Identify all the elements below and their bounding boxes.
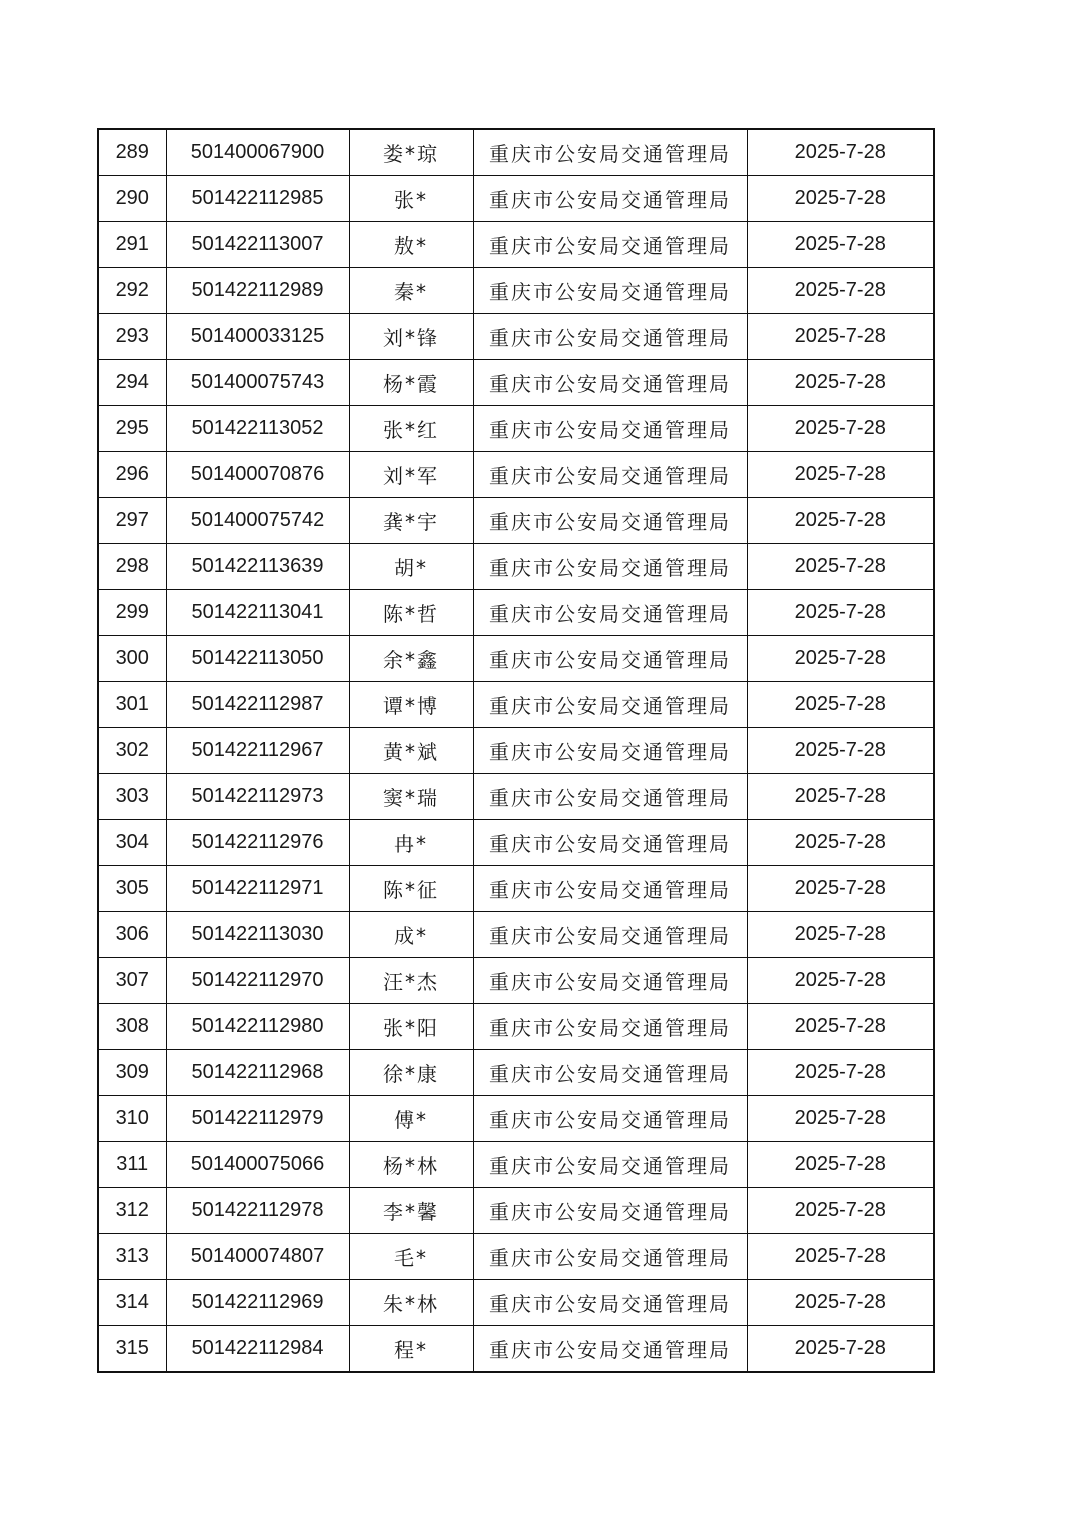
row-number: 313 <box>98 1234 166 1280</box>
person-name: 杨*林 <box>349 1142 473 1188</box>
table-row <box>98 820 934 866</box>
organization: 重庆市公安局交通管理局 <box>473 498 747 544</box>
table-row <box>98 498 934 544</box>
row-number: 293 <box>98 314 166 360</box>
records-table <box>97 128 935 1373</box>
table-row <box>98 912 934 958</box>
record-date: 2025-7-28 <box>747 222 934 268</box>
organization: 重庆市公安局交通管理局 <box>473 1280 747 1326</box>
organization: 重庆市公安局交通管理局 <box>473 1050 747 1096</box>
row-number: 294 <box>98 360 166 406</box>
person-name: 谭*博 <box>349 682 473 728</box>
record-id: 501400074807 <box>166 1234 349 1280</box>
record-date: 2025-7-28 <box>747 1234 934 1280</box>
row-number: 303 <box>98 774 166 820</box>
record-id: 501422112985 <box>166 176 349 222</box>
organization: 重庆市公安局交通管理局 <box>473 1142 747 1188</box>
organization: 重庆市公安局交通管理局 <box>473 1096 747 1142</box>
organization: 重庆市公安局交通管理局 <box>473 912 747 958</box>
person-name: 窦*瑞 <box>349 774 473 820</box>
record-id: 501422113041 <box>166 590 349 636</box>
row-number: 296 <box>98 452 166 498</box>
record-id: 501422112969 <box>166 1280 349 1326</box>
record-date: 2025-7-28 <box>747 1004 934 1050</box>
table-row <box>98 314 934 360</box>
record-id: 501400075743 <box>166 360 349 406</box>
row-number: 309 <box>98 1050 166 1096</box>
table-row <box>98 222 934 268</box>
person-name: 敖* <box>349 222 473 268</box>
row-number: 295 <box>98 406 166 452</box>
person-name: 张*红 <box>349 406 473 452</box>
record-date: 2025-7-28 <box>747 912 934 958</box>
record-date: 2025-7-28 <box>747 682 934 728</box>
person-name: 张* <box>349 176 473 222</box>
row-number: 312 <box>98 1188 166 1234</box>
record-date: 2025-7-28 <box>747 498 934 544</box>
table-row <box>98 176 934 222</box>
row-number: 305 <box>98 866 166 912</box>
table-row <box>98 636 934 682</box>
person-name: 陈*哲 <box>349 590 473 636</box>
organization: 重庆市公安局交通管理局 <box>473 1188 747 1234</box>
person-name: 朱*林 <box>349 1280 473 1326</box>
organization: 重庆市公安局交通管理局 <box>473 774 747 820</box>
person-name: 傅* <box>349 1096 473 1142</box>
table-row <box>98 1004 934 1050</box>
records-table-body <box>98 129 934 1372</box>
record-id: 501422113007 <box>166 222 349 268</box>
person-name: 李*馨 <box>349 1188 473 1234</box>
record-date: 2025-7-28 <box>747 728 934 774</box>
record-date: 2025-7-28 <box>747 820 934 866</box>
table-row <box>98 1096 934 1142</box>
organization: 重庆市公安局交通管理局 <box>473 406 747 452</box>
organization: 重庆市公安局交通管理局 <box>473 636 747 682</box>
person-name: 徐*康 <box>349 1050 473 1096</box>
record-id: 501422113050 <box>166 636 349 682</box>
record-date: 2025-7-28 <box>747 636 934 682</box>
person-name: 程* <box>349 1326 473 1373</box>
record-date: 2025-7-28 <box>747 774 934 820</box>
table-row <box>98 406 934 452</box>
organization: 重庆市公安局交通管理局 <box>473 314 747 360</box>
record-date: 2025-7-28 <box>747 1280 934 1326</box>
record-id: 501422112980 <box>166 1004 349 1050</box>
record-id: 501422112989 <box>166 268 349 314</box>
record-id: 501400067900 <box>166 129 349 176</box>
record-id: 501422112967 <box>166 728 349 774</box>
table-row <box>98 1050 934 1096</box>
row-number: 299 <box>98 590 166 636</box>
table-row <box>98 1326 934 1373</box>
record-id: 501422112984 <box>166 1326 349 1373</box>
row-number: 304 <box>98 820 166 866</box>
record-date: 2025-7-28 <box>747 268 934 314</box>
row-number: 298 <box>98 544 166 590</box>
organization: 重庆市公安局交通管理局 <box>473 452 747 498</box>
record-id: 501400070876 <box>166 452 349 498</box>
person-name: 秦* <box>349 268 473 314</box>
record-date: 2025-7-28 <box>747 1050 934 1096</box>
record-date: 2025-7-28 <box>747 1096 934 1142</box>
row-number: 291 <box>98 222 166 268</box>
organization: 重庆市公安局交通管理局 <box>473 590 747 636</box>
record-id: 501422112978 <box>166 1188 349 1234</box>
row-number: 308 <box>98 1004 166 1050</box>
organization: 重庆市公安局交通管理局 <box>473 958 747 1004</box>
row-number: 315 <box>98 1326 166 1373</box>
table-row <box>98 728 934 774</box>
row-number: 290 <box>98 176 166 222</box>
table-row <box>98 866 934 912</box>
table-row <box>98 682 934 728</box>
person-name: 杨*霞 <box>349 360 473 406</box>
row-number: 314 <box>98 1280 166 1326</box>
person-name: 刘*锋 <box>349 314 473 360</box>
organization: 重庆市公安局交通管理局 <box>473 360 747 406</box>
table-row <box>98 774 934 820</box>
record-id: 501422113639 <box>166 544 349 590</box>
row-number: 292 <box>98 268 166 314</box>
record-id: 501400075742 <box>166 498 349 544</box>
person-name: 黄*斌 <box>349 728 473 774</box>
record-date: 2025-7-28 <box>747 590 934 636</box>
person-name: 成* <box>349 912 473 958</box>
table-row <box>98 1142 934 1188</box>
record-id: 501422112970 <box>166 958 349 1004</box>
organization: 重庆市公安局交通管理局 <box>473 1326 747 1373</box>
record-date: 2025-7-28 <box>747 958 934 1004</box>
organization: 重庆市公安局交通管理局 <box>473 176 747 222</box>
organization: 重庆市公安局交通管理局 <box>473 222 747 268</box>
row-number: 302 <box>98 728 166 774</box>
record-id: 501422112968 <box>166 1050 349 1096</box>
table-row <box>98 268 934 314</box>
organization: 重庆市公安局交通管理局 <box>473 820 747 866</box>
organization: 重庆市公安局交通管理局 <box>473 1234 747 1280</box>
person-name: 张*阳 <box>349 1004 473 1050</box>
person-name: 胡* <box>349 544 473 590</box>
table-row <box>98 1280 934 1326</box>
table-row <box>98 129 934 176</box>
row-number: 289 <box>98 129 166 176</box>
person-name: 龚*宇 <box>349 498 473 544</box>
organization: 重庆市公安局交通管理局 <box>473 866 747 912</box>
record-id: 501422112971 <box>166 866 349 912</box>
row-number: 301 <box>98 682 166 728</box>
person-name: 汪*杰 <box>349 958 473 1004</box>
table-row <box>98 590 934 636</box>
row-number: 300 <box>98 636 166 682</box>
organization: 重庆市公安局交通管理局 <box>473 268 747 314</box>
record-date: 2025-7-28 <box>747 544 934 590</box>
record-id: 501400033125 <box>166 314 349 360</box>
table-row <box>98 452 934 498</box>
table-row <box>98 1188 934 1234</box>
record-id: 501400075066 <box>166 1142 349 1188</box>
record-id: 501422113030 <box>166 912 349 958</box>
record-id: 501422113052 <box>166 406 349 452</box>
row-number: 311 <box>98 1142 166 1188</box>
person-name: 陈*征 <box>349 866 473 912</box>
record-date: 2025-7-28 <box>747 1142 934 1188</box>
row-number: 310 <box>98 1096 166 1142</box>
row-number: 297 <box>98 498 166 544</box>
record-id: 501422112976 <box>166 820 349 866</box>
record-date: 2025-7-28 <box>747 406 934 452</box>
table-row <box>98 1234 934 1280</box>
record-date: 2025-7-28 <box>747 452 934 498</box>
record-date: 2025-7-28 <box>747 360 934 406</box>
record-date: 2025-7-28 <box>747 129 934 176</box>
person-name: 余*鑫 <box>349 636 473 682</box>
organization: 重庆市公安局交通管理局 <box>473 1004 747 1050</box>
record-date: 2025-7-28 <box>747 1326 934 1373</box>
row-number: 307 <box>98 958 166 1004</box>
organization: 重庆市公安局交通管理局 <box>473 544 747 590</box>
record-id: 501422112987 <box>166 682 349 728</box>
person-name: 冉* <box>349 820 473 866</box>
person-name: 刘*军 <box>349 452 473 498</box>
organization: 重庆市公安局交通管理局 <box>473 129 747 176</box>
organization: 重庆市公安局交通管理局 <box>473 682 747 728</box>
record-id: 501422112973 <box>166 774 349 820</box>
person-name: 娄*琼 <box>349 129 473 176</box>
organization: 重庆市公安局交通管理局 <box>473 728 747 774</box>
table-row <box>98 544 934 590</box>
record-date: 2025-7-28 <box>747 1188 934 1234</box>
record-date: 2025-7-28 <box>747 866 934 912</box>
record-date: 2025-7-28 <box>747 176 934 222</box>
record-date: 2025-7-28 <box>747 314 934 360</box>
row-number: 306 <box>98 912 166 958</box>
record-id: 501422112979 <box>166 1096 349 1142</box>
person-name: 毛* <box>349 1234 473 1280</box>
table-row <box>98 360 934 406</box>
table-row <box>98 958 934 1004</box>
